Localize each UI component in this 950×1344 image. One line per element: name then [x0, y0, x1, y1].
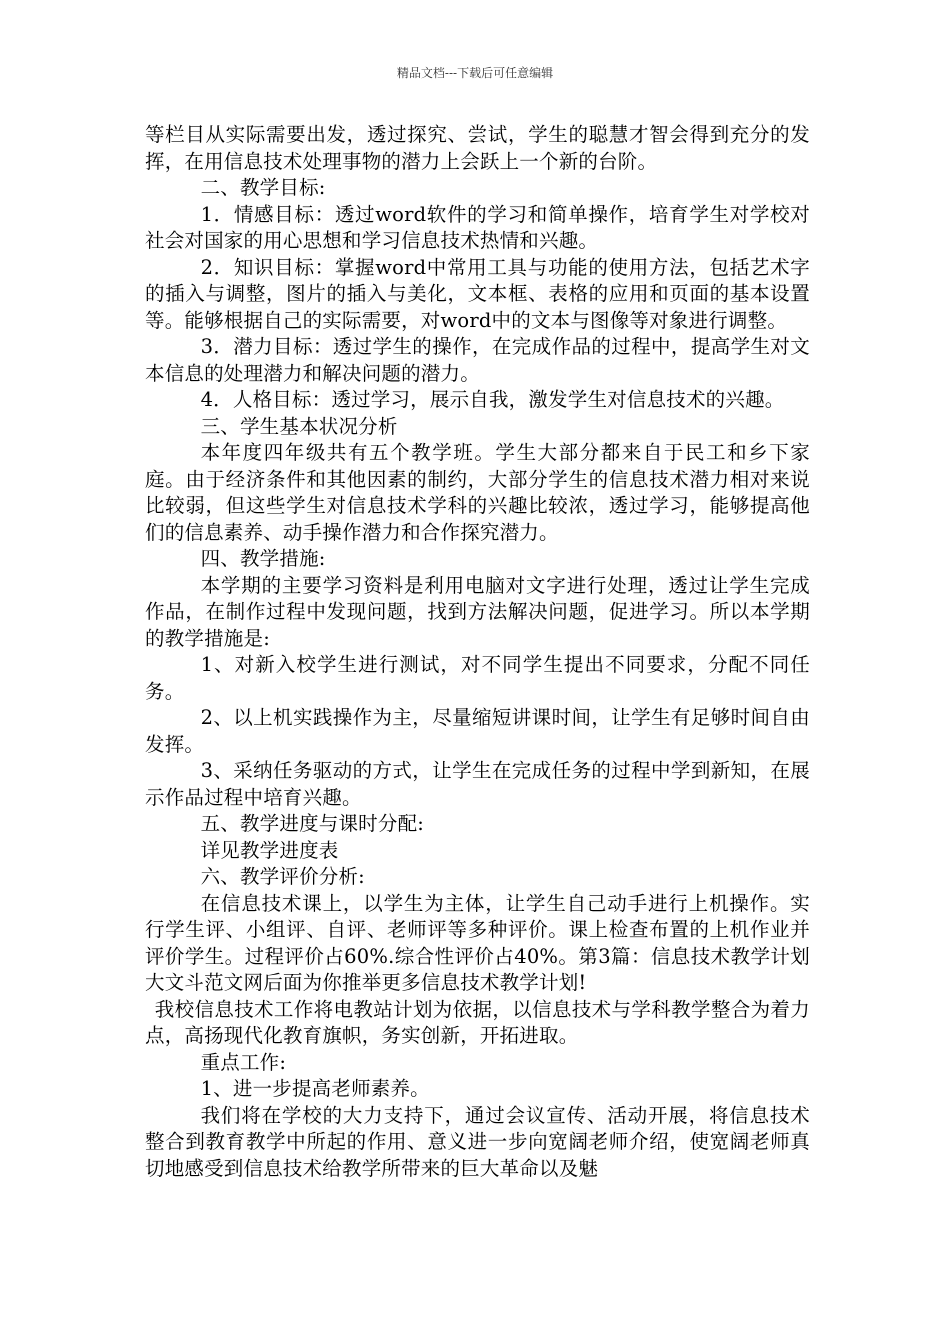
paragraph: 2．知识目标：掌握word中常用工具与功能的使用方法，包括艺术字的插入与调整，图片的插入与美化，文本框、表格的应用和页面的基本设置等。能够根据自己的实际需要，对word中的文本与图像等对象进行调整。 [145, 255, 810, 332]
section-heading-evaluation: 六、教学评价分析: [200, 865, 365, 888]
paragraph: 4．人格目标：透过学习，展示自我，激发学生对信息技术的兴趣。 [200, 388, 785, 411]
section-heading-schedule: 五、教学进度与课时分配: [200, 812, 425, 835]
document-body [145, 122, 810, 1182]
section-heading-student-analysis: 三、学生基本状况分析 [200, 414, 398, 438]
section-heading-teaching-goals: 二、教学目标: [200, 176, 326, 199]
list-item: 2、以上机实践操作为主，尽量缩短讲课时间，让学生有足够时间自由发挥。 [145, 706, 810, 756]
paragraph: 1．情感目标：透过word软件的学习和简单操作，培育学生对学校对社会对国家的用心思想和学习信息技术热情和兴趣。 [145, 202, 810, 252]
paragraph: 等栏目从实际需要出发，透过探究、尝试，学生的聪慧才智会得到充分的发挥，在用信息技术处理事物的潜力上会跃上一个新的台阶。 [145, 123, 810, 173]
list-item: 1、进一步提高老师素养。 [200, 1077, 430, 1100]
paragraph: 本年度四年级共有五个教学班。学生大部分都来自于民工和乡下家庭。由于经济条件和其他因素的制约，大部分学生的信息技术潜力相对来说比较弱，但这些学生对信息技术学科的兴趣比较浓，透过学习，能够提高他们的信息素养、动手操作潜力和合作探究潜力。 [145, 441, 810, 544]
list-item: 1、对新入校学生进行测试，对不同学生提出不同要求，分配不同任务。 [145, 653, 810, 703]
paragraph: 本学期的主要学习资料是利用电脑对文字进行处理，透过让学生完成作品，在制作过程中发现问题，找到方法解决问题，促进学习。所以本学期的教学措施是: [145, 573, 810, 650]
paragraph: 详见教学进度表 [200, 838, 339, 862]
section-heading-key-work: 重点工作: [200, 1050, 287, 1074]
paragraph: 3．潜力目标：透过学生的操作，在完成作品的过程中，提高学生对文本信息的处理潜力和解决问题的潜力。 [145, 335, 810, 385]
page-header: 精品文档---下载后可任意编辑 [396, 66, 554, 80]
section-heading-teaching-measures: 四、教学措施: [200, 547, 326, 570]
paragraph: 我校信息技术工作将电教站计划为依据，以信息技术与学科教学整合为着力点，高扬现代化教育旗帜，务实创新，开拓进取。 [145, 997, 810, 1047]
paragraph: 在信息技术课上，以学生为主体，让学生自己动手进行上机操作。实行学生评、小组评、自评、老师评等多种评价。课上检查布置的上机作业并评价学生。过程评价占60%.综合性评价占40%。第3篇：信息技术教学计划大文斗范文网后面为你推举更多信息技术教学计划! [145, 891, 810, 994]
list-item: 3、采纳任务驱动的方式，让学生在完成任务的过程中学到新知，在展示作品过程中培育兴趣。 [145, 759, 810, 809]
paragraph: 我们将在学校的大力支持下，通过会议宣传、活动开展，将信息技术整合到教育教学中所起的作用、意义进一步向宽阔老师介绍，使宽阔老师真切地感受到信息技术给教学所带来的巨大革命以及魅 [145, 1103, 810, 1180]
